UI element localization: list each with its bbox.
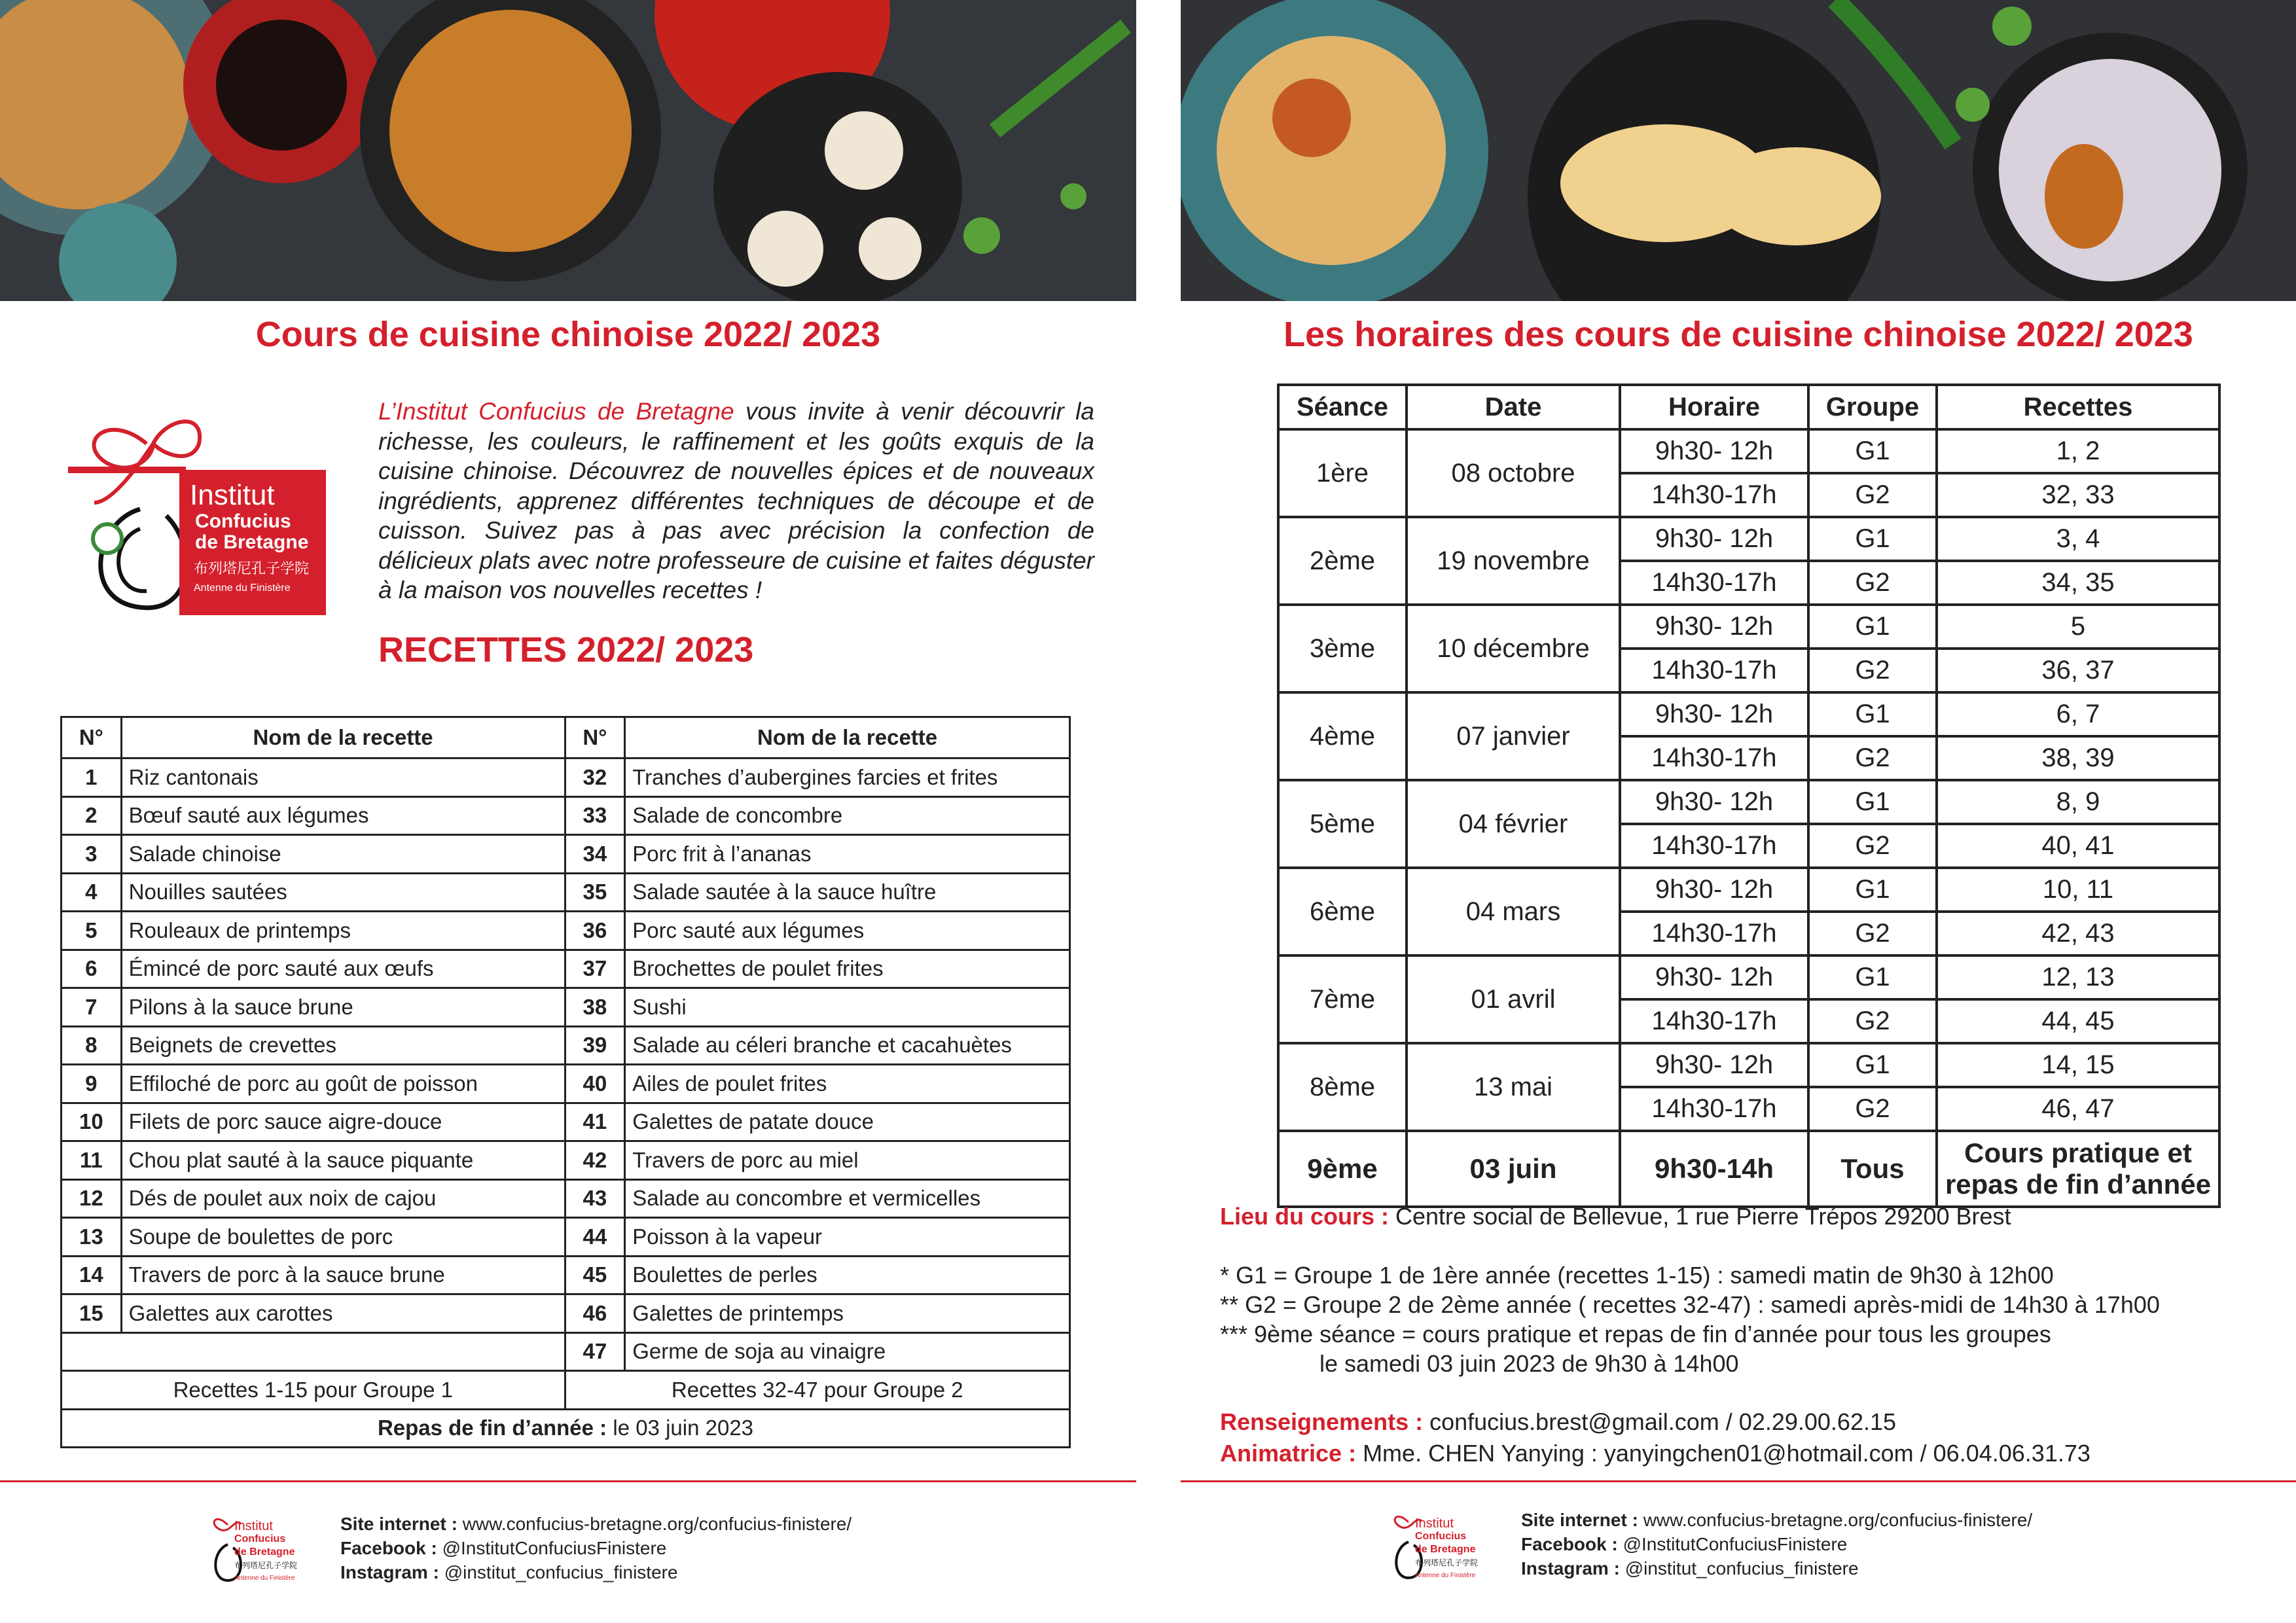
footer-logo-right-bretagne: de Bretagne [1415,1544,1476,1555]
session-date: 07 janvier [1407,692,1620,780]
session-horaire: 9h30- 12h [1620,780,1808,824]
session-date: 08 octobre [1407,429,1620,517]
renseignements-line [1220,1408,1896,1436]
recipes-title: RECETTES 2022/ 2023 [378,630,754,669]
recipe-name: Filets de porc sauce aigre-douce [121,1103,565,1141]
recipe-number: 46 [565,1294,625,1333]
footer-logo-right-institut: Institut [1415,1516,1454,1531]
recipe-row [62,758,1070,797]
session-horaire: 14h30-17h [1620,561,1808,605]
recipe-row [62,1294,1070,1333]
food-photo-right [1181,0,2296,301]
recipe-number: 10 [62,1103,122,1141]
recipe-name: Galettes de printemps [625,1294,1070,1333]
instagram-label: Instagram : [340,1562,439,1582]
session-recettes: 6, 7 [1937,692,2219,736]
footer-logo-left-chinese: 布列塔尼孔子学院 [234,1561,298,1570]
session-recettes: 10, 11 [1937,868,2219,912]
session-groupe: G2 [1808,999,1937,1043]
recipe-name: Galettes de patate douce [625,1103,1070,1141]
recipe-name: Poisson à la vapeur [625,1218,1070,1257]
session-recettes: 5 [1937,605,2219,649]
session-recettes: 3, 4 [1937,517,2219,561]
session-date: 10 décembre [1407,605,1620,692]
recipe-number: 45 [565,1256,625,1294]
footer-right [1521,1508,2032,1580]
session-recettes: 42, 43 [1937,912,2219,955]
recipe-name: Travers de porc au miel [625,1141,1070,1180]
session-groupe: G1 [1808,1043,1937,1087]
session-date: 01 avril [1407,955,1620,1043]
recipe-number: 14 [62,1256,122,1294]
recipe-row [62,796,1070,835]
session-horaire: 14h30-17h [1620,999,1808,1043]
sched-header-seance: Séance [1278,385,1407,429]
recipe-number: 6 [62,950,122,988]
final-meal-label: Repas de fin d’année : [377,1416,607,1440]
schedule-row [1278,868,2219,912]
recipe-number: 33 [565,796,625,835]
recipe-row [62,835,1070,874]
session-horaire: 9h30- 12h [1620,517,1808,561]
recipes-table [60,716,1071,1448]
recipe-number: 3 [62,835,122,874]
left-footer-rule [0,1480,1136,1482]
session-number: 7ème [1278,955,1407,1043]
session-horaire: 9h30- 12h [1620,1043,1808,1087]
session-date: 19 novembre [1407,517,1620,605]
footer-logo-left-institut: Institut [234,1519,273,1533]
note-g1: * G1 = Groupe 1 de 1ère année (recettes 1-15) : samedi matin de 9h30 à 12h00 [1220,1262,2054,1289]
session-groupe: G2 [1808,1087,1937,1131]
session-number: 6ème [1278,868,1407,955]
recipe-name: Ailes de poulet frites [625,1065,1070,1103]
footer-logo-left-bretagne: de Bretagne [234,1546,295,1558]
right-footer-rule [1181,1480,2296,1482]
animatrice-line [1220,1440,2090,1467]
footer-logo-right-antenne: Antenne du Finistère [1415,1572,1476,1579]
recipe-name: Soupe de boulettes de porc [121,1218,565,1257]
session-number: 8ème [1278,1043,1407,1131]
lieu-label: Lieu du cours : [1220,1203,1390,1230]
note-g2: ** G2 = Groupe 2 de 2ème année ( recettes 32-47) : samedi après-midi de 14h30 à 17h00 [1220,1291,2160,1318]
recipe-row [62,1141,1070,1180]
sched-header-recettes: Recettes [1937,385,2219,429]
schedule-row [1278,605,2219,649]
recipe-number: 9 [62,1065,122,1103]
logo-text-confucius: Confucius [195,510,291,532]
recipe-name: Tranches d’aubergines farcies et frites [625,758,1070,797]
session-horaire: 9h30- 12h [1620,692,1808,736]
schedule-row [1278,780,2219,824]
final-recettes-line1: Cours pratique et [1964,1137,2192,1168]
recipe-name: Travers de porc à la sauce brune [121,1256,565,1294]
recipe-name: Émincé de porc sauté aux œufs [121,950,565,988]
session-horaire: 14h30-17h [1620,824,1808,868]
recipe-number: 15 [62,1294,122,1333]
facebook-link-right[interactable]: @InstitutConfuciusFinistere [1617,1534,1848,1554]
schedule-table [1277,383,2221,1208]
recipe-number: 44 [565,1218,625,1257]
session-number: 2ème [1278,517,1407,605]
recipe-name: Sushi [625,988,1070,1027]
session-date: 04 février [1407,780,1620,868]
recipe-row [62,1103,1070,1141]
session-groupe: G1 [1808,780,1937,824]
final-horaire: 9h30-14h [1620,1131,1808,1207]
recipe-number: 1 [62,758,122,797]
facebook-link[interactable]: @InstitutConfuciusFinistere [437,1538,667,1558]
recipe-number: 36 [565,912,625,950]
recipe-number: 13 [62,1218,122,1257]
sched-header-groupe: Groupe [1808,385,1937,429]
schedule-row [1278,429,2219,473]
animatrice-value: Mme. CHEN Yanying : yanyingchen01@hotmail.com / 06.04.06.31.73 [1356,1440,2090,1467]
session-recettes: 14, 15 [1937,1043,2219,1087]
schedule-row [1278,692,2219,736]
session-groupe: G2 [1808,473,1937,517]
recipe-name: Beignets de crevettes [121,1026,565,1065]
logo-text-institut: Institut [190,479,275,511]
renseignements-label: Renseignements : [1220,1408,1424,1435]
recipe-number: 39 [565,1026,625,1065]
schedule-row [1278,1043,2219,1087]
session-recettes: 1, 2 [1937,429,2219,473]
recipe-name: Rouleaux de printemps [121,912,565,950]
sched-header-horaire: Horaire [1620,385,1808,429]
final-recettes [1937,1131,2219,1207]
session-groupe: G2 [1808,649,1937,692]
recipe-name: Chou plat sauté à la sauce piquante [121,1141,565,1180]
instagram-link-right[interactable]: @institut_confucius_finistere [1619,1558,1859,1578]
schedule-row [1278,955,2219,999]
recipe-name: Pilons à la sauce brune [121,988,565,1027]
renseignements-value: confucius.brest@gmail.com / 02.29.00.62.15 [1423,1408,1897,1435]
recipe-number: 4 [62,873,122,912]
recipe-row [62,950,1070,988]
site-label: Site internet : [340,1514,457,1534]
recipe-number: 35 [565,873,625,912]
session-groupe: G2 [1808,736,1937,780]
food-photo-left [0,0,1136,301]
session-groupe: G1 [1808,692,1937,736]
session-horaire: 9h30- 12h [1620,955,1808,999]
footer-logo-left [208,1512,326,1584]
session-recettes: 8, 9 [1937,780,2219,824]
recipe-name: Dés de poulet aux noix de cajou [121,1179,565,1218]
recipe-number: 37 [565,950,625,988]
final-recettes-line2: repas de fin d’année [1945,1169,2212,1200]
recipe-name: Porc sauté aux légumes [625,912,1070,950]
recipe-number: 41 [565,1103,625,1141]
group2-note: Recettes 32-47 pour Groupe 2 [565,1371,1069,1410]
recipe-name: Salade au concombre et vermicelles [625,1179,1070,1218]
left-page-title: Cours de cuisine chinoise 2022/ 2023 [255,315,881,354]
footer-logo-left-antenne: Antenne du Finistère [234,1575,295,1582]
session-recettes: 36, 37 [1937,649,2219,692]
recipe-name: Riz cantonais [121,758,565,797]
recipe-name: Brochettes de poulet frites [625,950,1070,988]
recipe-number: 7 [62,988,122,1027]
final-seance: 9ème [1278,1131,1407,1207]
logo-text-chinese: 布列塔尼孔子学院 [194,560,310,577]
session-groupe: G2 [1808,561,1937,605]
session-groupe: G1 [1808,868,1937,912]
session-horaire: 14h30-17h [1620,473,1808,517]
session-horaire: 9h30- 12h [1620,605,1808,649]
empty-cell [62,1332,565,1371]
footer-left [340,1512,852,1584]
final-groupe: Tous [1808,1131,1937,1207]
recipe-name: Salade de concombre [625,796,1070,835]
animatrice-label: Animatrice : [1220,1440,1357,1467]
recipe-name: Salade au céleri branche et cacahuètes [625,1026,1070,1065]
recipe-row [62,988,1070,1027]
footer-logo-left-confucius: Confucius [234,1533,286,1544]
facebook-label: Facebook : [340,1538,437,1558]
session-recettes: 46, 47 [1937,1087,2219,1131]
schedule-row [1278,517,2219,561]
session-number: 5ème [1278,780,1407,868]
final-meal-date: le 03 juin 2023 [607,1416,754,1440]
session-horaire: 14h30-17h [1620,912,1808,955]
session-date: 13 mai [1407,1043,1620,1131]
instagram-link[interactable]: @institut_confucius_finistere [439,1562,678,1582]
recipe-row [62,873,1070,912]
recipe-number: 32 [565,758,625,797]
recipe-row [62,912,1070,950]
session-groupe: G2 [1808,912,1937,955]
recipe-number: 12 [62,1179,122,1218]
session-recettes: 12, 13 [1937,955,2219,999]
recipe-row [62,1256,1070,1294]
note-9eme-date: le samedi 03 juin 2023 de 9h30 à 14h00 [1319,1350,1739,1377]
right-page-title: Les horaires des cours de cuisine chinoise 2022/ 2023 [1283,315,2193,354]
intro-lead: L’Institut Confucius de Bretagne [378,398,734,425]
recipe-row [62,1218,1070,1257]
session-horaire: 9h30- 12h [1620,429,1808,473]
recipe-number: 40 [565,1065,625,1103]
session-recettes: 38, 39 [1937,736,2219,780]
session-horaire: 14h30-17h [1620,649,1808,692]
recipe-number: 42 [565,1141,625,1180]
recipe-row [62,1332,1070,1371]
session-groupe: G1 [1808,955,1937,999]
session-horaire: 14h30-17h [1620,736,1808,780]
session-number: 4ème [1278,692,1407,780]
final-meal-row [62,1409,1070,1448]
col-header-num-left: N° [62,717,122,758]
intro-paragraph [378,397,1094,605]
session-recettes: 44, 45 [1937,999,2219,1043]
site-label-right: Site internet : [1521,1510,1638,1530]
site-link-right[interactable]: www.confucius-bretagne.org/confucius-finistere/ [1638,1510,2033,1530]
recipe-number: 11 [62,1141,122,1180]
lieu-value: Centre social de Bellevue, 1 rue Pierre Trépos 29200 Brest [1389,1203,2011,1230]
recipe-number: 38 [565,988,625,1027]
intro-text: vous invite à venir découvrir la richesse, les couleurs, le raffinement et les goûts exquis de la cuisine chinoise. Découvrez de nouvelles épices et de nouveaux ingrédients, apprenez différentes techniques de découpe et de cuisson. Suivez pas à pas avec précision la confection de délicieux plats avec notre professeure de cuisine et faites déguster à la maison vos nouvelles recettes ! [378,398,1094,603]
session-recettes: 40, 41 [1937,824,2219,868]
col-header-name-right: Nom de la recette [625,717,1070,758]
recipe-name: Galettes aux carottes [121,1294,565,1333]
session-groupe: G1 [1808,429,1937,473]
recipe-number: 43 [565,1179,625,1218]
session-recettes: 34, 35 [1937,561,2219,605]
recipe-number: 34 [565,835,625,874]
note-9eme: *** 9ème séance = cours pratique et repas de fin d’année pour tous les groupes [1220,1321,2051,1347]
lieu-line [1220,1203,2011,1230]
institut-confucius-logo [68,404,330,620]
instagram-label-right: Instagram : [1521,1558,1620,1578]
session-horaire: 14h30-17h [1620,1087,1808,1131]
recipe-row [62,1179,1070,1218]
session-groupe: G1 [1808,517,1937,561]
footer-logo-right [1389,1509,1507,1581]
session-groupe: G2 [1808,824,1937,868]
recipe-row [62,1065,1070,1103]
recipe-number: 47 [565,1332,625,1371]
session-number: 3ème [1278,605,1407,692]
col-header-name-left: Nom de la recette [121,717,565,758]
recipe-row [62,1026,1070,1065]
session-recettes: 32, 33 [1937,473,2219,517]
footer-logo-right-confucius: Confucius [1415,1531,1467,1542]
session-number: 1ère [1278,429,1407,517]
sched-header-date: Date [1407,385,1620,429]
facebook-label-right: Facebook : [1521,1534,1618,1554]
final-date: 03 juin [1407,1131,1620,1207]
recipe-name: Boulettes de perles [625,1256,1070,1294]
recipe-number: 5 [62,912,122,950]
logo-text-antenne: Antenne du Finistère [194,582,291,594]
recipe-number: 2 [62,796,122,835]
recipe-name: Germe de soja au vinaigre [625,1332,1070,1371]
recipe-name: Salade sautée à la sauce huître [625,873,1070,912]
schedule-row-final [1278,1131,2219,1207]
col-header-num-right: N° [565,717,625,758]
group1-note: Recettes 1-15 pour Groupe 1 [62,1371,565,1410]
recipe-name: Bœuf sauté aux légumes [121,796,565,835]
recipe-name: Nouilles sautées [121,873,565,912]
logo-text-bretagne: de Bretagne [195,531,309,553]
session-horaire: 9h30- 12h [1620,868,1808,912]
recipe-name: Effiloché de porc au goût de poisson [121,1065,565,1103]
recipe-name: Salade chinoise [121,835,565,874]
site-link[interactable]: www.confucius-bretagne.org/confucius-finistere/ [457,1514,852,1534]
recipe-number: 8 [62,1026,122,1065]
footer-logo-right-chinese: 布列塔尼孔子学院 [1415,1558,1479,1567]
recipe-name: Porc frit à l’ananas [625,835,1070,874]
session-date: 04 mars [1407,868,1620,955]
session-groupe: G1 [1808,605,1937,649]
